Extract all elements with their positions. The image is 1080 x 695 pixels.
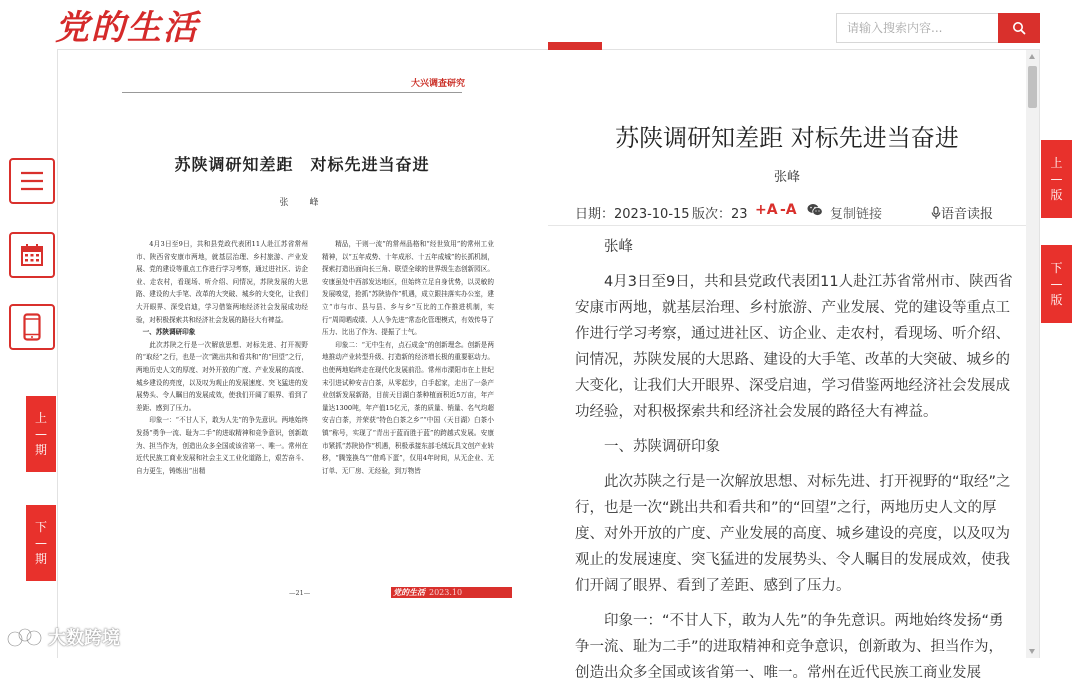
watermark-text: 大数跨境 (48, 628, 120, 649)
next-page-tab[interactable] (1041, 245, 1072, 323)
tab-char: 上 (1050, 156, 1063, 170)
wechat-icon (807, 203, 823, 217)
tab-char: 期 (34, 443, 47, 457)
tab-char: — (35, 536, 47, 550)
scan-brand-year: 2023.10 (429, 588, 463, 597)
article-date: 日期：2023-10-15 (575, 207, 690, 222)
tab-char: 期 (34, 552, 47, 566)
scan-column-2 (322, 238, 494, 578)
previous-page-tab[interactable] (1041, 140, 1072, 218)
scan-section-header: 大兴调查研究 (411, 79, 466, 89)
site-logo[interactable]: 党的生活 (55, 8, 199, 48)
search-box (836, 13, 1040, 43)
previous-issue-tab[interactable] (26, 396, 56, 472)
wechat-share-button[interactable] (807, 203, 823, 221)
copy-link-button[interactable]: 复制链接 (830, 207, 883, 222)
scan-paragraph: 印象二：“无中生有，点石成金”的创新理念。创新是两地推动产业转型升级、打造新的经济增长极的重要驱动力。也使两地始终走在现代化发展前沿。常州市溧阳市在上世纪末引进试种安吉白茶，从零起步，白手起家，走出了一条产业创新发展新路，目前天目湖白茶种植面积近5万亩，年产量达1300吨，年产值15亿元，茶的质量、销量、名气均超安吉白茶，并荣获“特色白茶之乡”“中国（天目湖）白茶小镇”称号，实现了“青出于蓝而胜于蓝”的跨越式发展。安康市紧抓“苏陕协作”机遇，积极承接东部毛绒玩具文创产业转移，“腾笼换鸟”“借鸡下蛋”，仅用4年时间，从无企业、无订单、无厂房、无经验，到万物皆 (322, 340, 494, 475)
calendar-icon (20, 243, 44, 267)
read-aloud-button[interactable] (931, 203, 993, 222)
search-button[interactable] (998, 13, 1040, 43)
tab-char: 版 (1050, 188, 1063, 202)
scan-paragraph: 精品，干则一流”的常州品格和“经世致用”的常州工业精神，以“五年成势、十年成形、十五年成城”的长抓机制，探索打造出面向长三角、联望全球的世界级生态创新园区。安康虽处中西部发达地区，但始终立足自身优势，以灵敏的发展嗅觉，抢抓“苏陕协作”机遇，成立跟挂落实办公室，建立“市与市、县与县、乡与乡”互比的工作推进机制，实行“周周晒成绩、人人争先进”常态化管理模式，有效传导了压力、比出了作为、提振了士气。 (322, 240, 494, 337)
scan-paragraph: 印象一：“不甘人下，敢为人先”的争先意识。两地始终发扬“勇争一流、耻为二手”的进取精神和竞争意识，创新敢为、担当作为，创造出众多全国或该省第一、唯一。常州在近代民族工商业发展和社会主义工业化道路上，艰苦奋斗、自力更生，铸炼出“出精 (136, 416, 308, 475)
tab-char: — (1050, 277, 1063, 291)
scan-title: 苏陕调研知差距 对标先进当奋进 (174, 155, 430, 174)
article-edition: 版次：23 (692, 207, 748, 222)
menu-button[interactable] (9, 158, 55, 204)
scan-page-number: —21— (289, 589, 311, 597)
scroll-down-arrow-icon[interactable] (1029, 649, 1035, 654)
scan-subheading: 一、苏陕调研印象 (142, 328, 196, 337)
article-title: 苏陕调研知差距 对标先进当奋进 (615, 124, 959, 152)
tab-char: — (35, 427, 47, 441)
search-input[interactable] (836, 13, 998, 43)
article-author: 张峰 (773, 170, 800, 185)
article-section-heading: 一、苏陕调研印象 (604, 439, 720, 455)
article-paragraph: 印象一：“不甘人下，敢为人先”的争先意识。两地始终发扬“勇争一流、耻为二手”的进取精神和竞争意识，创新敢为、担当作为，创造出众多全国或该省第一、唯一。常州在近代民族工商业发展 (575, 613, 1004, 681)
tab-char: 下 (1050, 261, 1063, 275)
scan-author: 张 峰 (279, 198, 325, 208)
menu-icon (19, 170, 45, 192)
calendar-button[interactable] (9, 232, 55, 278)
font-increase-button[interactable]: +A (755, 202, 778, 218)
next-issue-tab[interactable] (26, 505, 56, 581)
watermark (6, 624, 120, 650)
microphone-icon (931, 206, 941, 220)
article-meta-bar (548, 196, 1026, 226)
tab-char: — (1050, 172, 1063, 186)
scan-paragraph: 此次苏陕之行是一次解放思想、对标先进、打开视野的“取经”之行，也是一次“跳出共和看共和”的“回望”之行，两地历史人文的厚度、对外开放的广度、产业发展的高度、城乡建设的亮度，以及叹为观止的发展速度、突飞猛进的发展势头、令人瞩目的发展成效，使我们开阔了眼界、看到了差距、感到了压力。 (136, 340, 308, 412)
tab-char: 版 (1050, 293, 1063, 307)
scrollbar-thumb[interactable] (1028, 66, 1037, 108)
mobile-icon (23, 313, 41, 341)
article-body (575, 234, 1015, 695)
article-scrollbar[interactable] (1026, 50, 1039, 658)
watermark-logo-icon (6, 626, 44, 648)
article-panel (548, 50, 1026, 681)
scan-header-rule (122, 92, 462, 93)
scan-brand-name: 党的生活 (393, 587, 425, 597)
tab-char: 上 (34, 411, 47, 425)
scroll-up-arrow-icon[interactable] (1029, 54, 1035, 59)
scan-paragraph: 4月3日至9日，共和县党政代表团11人赴江苏省常州市、陕西省安康市两地，就基层治理、乡村旅游、产业发展、党的建设等重点工作进行学习考察，通过进社区、访企业、走农村，看现场、听介绍、问情况，苏陕发展的大思路、建设的大手笔、改革的大突破、城乡的大变化，让我们大开眼界、深受启迪，学习借鉴两地经济社会发展成功经验，对积极探索共和经济社会发展的路径大有裨益。 (136, 240, 308, 324)
scan-column-1 (136, 238, 308, 578)
article-paragraph: 4月3日至9日，共和县党政代表团11人赴江苏省常州市、陕西省安康市两地，就基层治理、乡村旅游、产业发展、党的建设等重点工作进行学习考察，通过进社区、访企业、走农村，看现场、听介绍、问情况，苏陕发展的大思路、建设的大手笔、改革的大突破、城乡的大变化，让我们大开眼界、深受启迪，学习借鉴两地经济社会发展成功经验，对积极探索共和经济社会发展的路径大有裨益。 (575, 274, 1013, 420)
mobile-version-button[interactable] (9, 304, 55, 350)
article-paragraph: 此次苏陕之行是一次解放思想、对标先进、打开视野的“取经”之行，也是一次“跳出共和看共和”的“回望”之行，两地历史人文的厚度、对外开放的广度、产业发展的高度、城乡建设的亮度，以及叹为观止的发展速度、突飞猛进的发展势头、令人瞩目的发展成效，使我们开阔了眼界、看到了差距、感到了压力。 (575, 474, 1011, 594)
tab-char: 下 (34, 520, 47, 534)
article-paragraph: 张峰 (604, 239, 633, 255)
read-aloud-label: 语音读报 (941, 207, 994, 222)
search-icon (1012, 21, 1026, 35)
scan-brand-bar (391, 587, 512, 598)
font-decrease-button[interactable]: -A (780, 202, 797, 218)
